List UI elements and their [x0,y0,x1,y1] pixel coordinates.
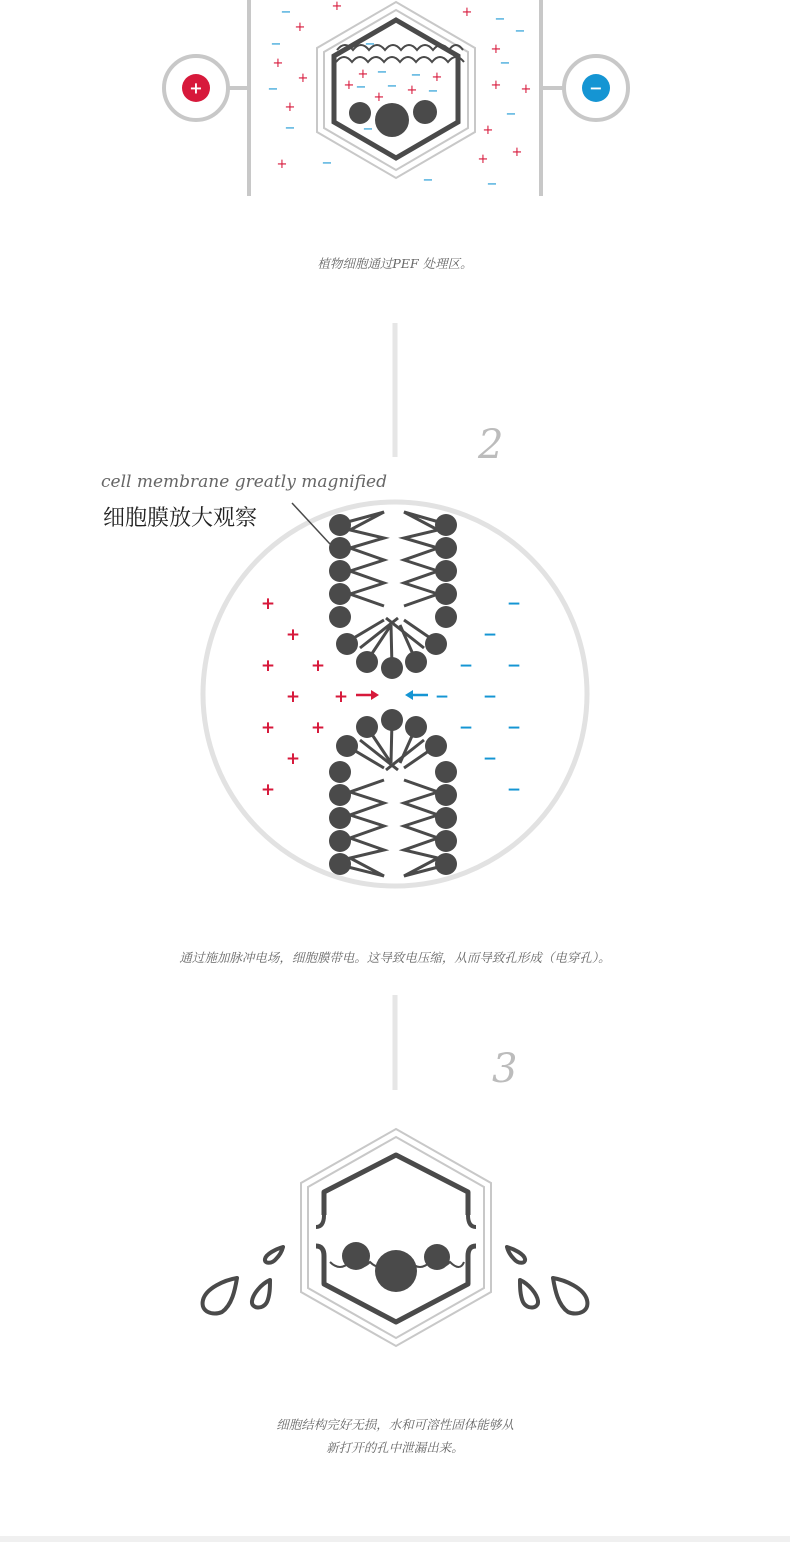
svg-text:−: − [427,84,439,99]
svg-text:−: − [434,687,450,707]
step1-caption: 植物细胞通过PEF 处理区。 [317,256,473,271]
svg-text:+: + [272,56,284,71]
svg-text:−: − [284,121,296,136]
svg-text:−: − [499,56,511,71]
svg-text:+: + [333,687,349,707]
footer-divider [0,1536,790,1542]
svg-text:−: − [506,594,522,614]
svg-text:−: − [514,24,526,39]
negative-electrode-symbol: − [589,78,603,98]
svg-text:−: − [486,177,498,192]
step2-caption: 通过施加脉冲电场，细胞膜带电。这导致电压缩，从而导致孔形成（电穿孔）。 [179,950,611,965]
svg-text:+: + [294,20,306,35]
magnifier-label-english: cell membrane greatly magnified [101,472,388,492]
svg-text:+: + [260,594,276,614]
svg-text:−: − [482,625,498,645]
svg-text:−: − [410,68,422,83]
magnifier-label-chinese: 细胞膜放大观察 [103,506,258,531]
svg-text:−: − [506,718,522,738]
svg-text:+: + [285,687,301,707]
svg-text:−: − [364,37,376,52]
svg-text:−: − [458,718,474,738]
step3-illustration [203,1129,588,1346]
svg-text:−: − [458,656,474,676]
open-cell-icon [301,1129,491,1346]
step2-illustration [203,502,587,886]
svg-text:+: + [297,71,309,86]
svg-text:−: − [362,122,374,137]
step3-caption-line2: 新打开的孔中泄漏出来。 [326,1440,464,1455]
svg-text:+: + [260,718,276,738]
svg-text:−: − [494,12,506,27]
svg-text:+: + [431,70,443,85]
svg-text:+: + [373,90,385,105]
magnifier-circle [203,502,587,886]
step3-caption-line1: 细胞结构完好无损，水和可溶性固体能够从 [276,1417,514,1432]
svg-text:+: + [511,145,523,160]
svg-text:+: + [260,656,276,676]
svg-text:+: + [357,67,369,82]
svg-text:+: + [310,656,326,676]
svg-text:+: + [284,100,296,115]
svg-text:−: − [482,749,498,769]
svg-text:−: − [321,156,333,171]
svg-text:−: − [376,65,388,80]
svg-text:+: + [285,749,301,769]
svg-text:−: − [422,173,434,188]
svg-text:−: − [267,82,279,97]
svg-text:−: − [270,37,282,52]
svg-text:−: − [482,687,498,707]
svg-text:+: + [331,0,343,14]
step-number-3: 3 [492,1046,518,1092]
svg-text:−: − [355,80,367,95]
step-number-2: 2 [478,422,504,468]
svg-text:+: + [310,718,326,738]
svg-text:+: + [406,83,418,98]
svg-text:−: − [506,656,522,676]
svg-text:−: − [506,780,522,800]
positive-electrode-symbol: + [189,78,203,98]
step1-illustration [164,0,628,196]
svg-text:−: − [505,107,517,122]
svg-text:+: + [260,780,276,800]
svg-text:−: − [280,5,292,20]
svg-text:+: + [343,78,355,93]
svg-text:+: + [461,5,473,20]
svg-text:+: + [520,82,532,97]
svg-text:+: + [482,123,494,138]
svg-text:−: − [386,79,398,94]
svg-text:+: + [490,78,502,93]
svg-text:+: + [276,157,288,172]
negative-electrode-icon [564,56,628,120]
svg-text:+: + [490,42,502,57]
step3-caption [0,1413,790,1459]
svg-text:+: + [477,152,489,167]
svg-text:+: + [285,625,301,645]
positive-electrode-icon [164,56,228,120]
